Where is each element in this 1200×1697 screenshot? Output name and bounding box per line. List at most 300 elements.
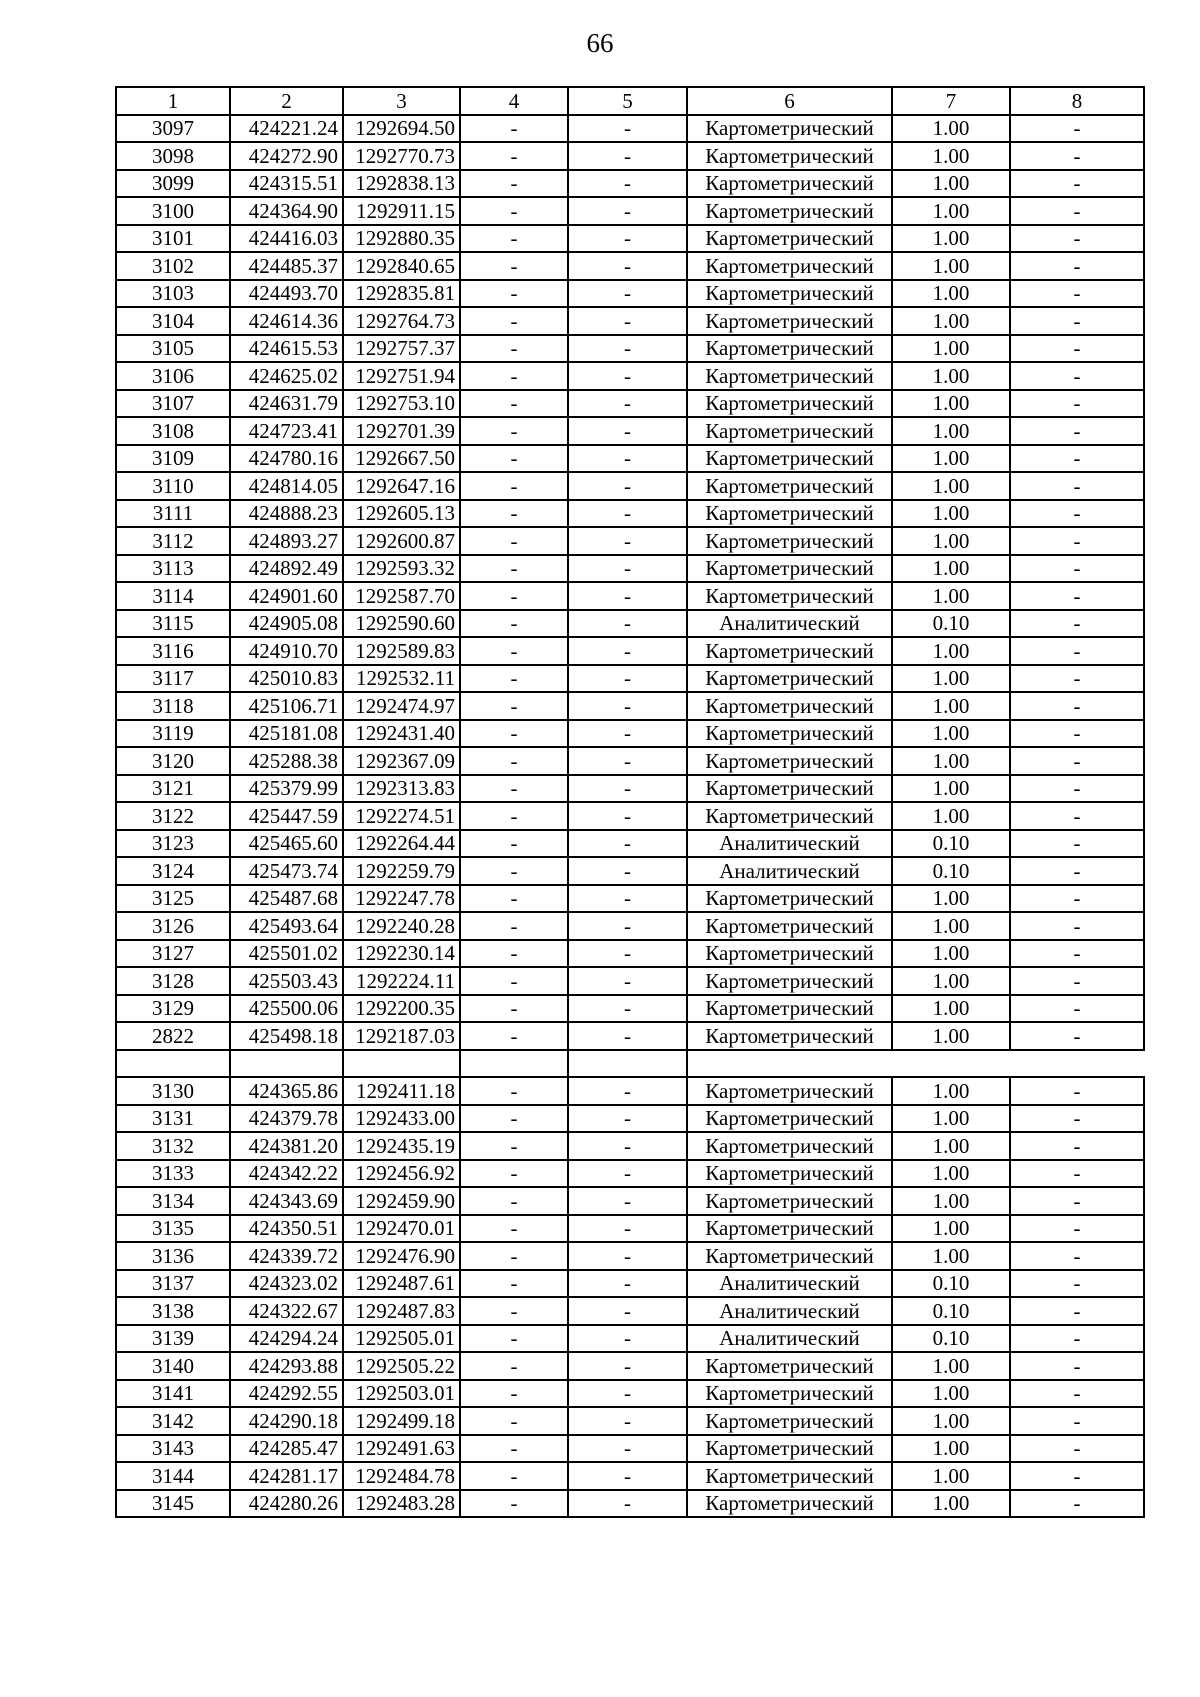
accuracy-cell: 1.00	[892, 692, 1010, 720]
x-coordinate-cell: 425465.60	[230, 830, 343, 858]
method-cell: Картометрический	[687, 912, 892, 940]
x-coordinate-cell: 424910.70	[230, 637, 343, 665]
col5-cell: -	[568, 417, 687, 445]
method-cell: Картометрический	[687, 885, 892, 913]
accuracy-cell: 1.00	[892, 1160, 1010, 1188]
col8-cell: -	[1010, 1380, 1144, 1408]
point-number-cell: 3122	[116, 802, 230, 830]
table-row	[116, 362, 1144, 390]
table-row	[116, 500, 1144, 528]
x-coordinate-cell	[230, 1050, 343, 1078]
y-coordinate-cell: 1292187.03	[343, 1022, 460, 1050]
y-coordinate-cell: 1292838.13	[343, 170, 460, 198]
accuracy-cell: 1.00	[892, 1187, 1010, 1215]
x-coordinate-cell: 424901.60	[230, 582, 343, 610]
method-cell: Картометрический	[687, 1435, 892, 1463]
point-number-cell: 3120	[116, 747, 230, 775]
col8-cell: -	[1010, 170, 1144, 198]
x-coordinate-cell: 425493.64	[230, 912, 343, 940]
col8-cell: -	[1010, 390, 1144, 418]
col8-cell: -	[1010, 362, 1144, 390]
y-coordinate-cell: 1292503.01	[343, 1380, 460, 1408]
col5-cell: -	[568, 500, 687, 528]
col5-cell: -	[568, 637, 687, 665]
y-coordinate-cell: 1292247.78	[343, 885, 460, 913]
accuracy-cell: 1.00	[892, 1407, 1010, 1435]
col4-cell: -	[460, 692, 568, 720]
col5-cell: -	[568, 115, 687, 143]
col8-cell: -	[1010, 1105, 1144, 1133]
col8-cell: -	[1010, 225, 1144, 253]
header-cell: 5	[568, 87, 687, 115]
col8-cell: -	[1010, 115, 1144, 143]
point-number-cell: 3136	[116, 1242, 230, 1270]
y-coordinate-cell: 1292764.73	[343, 307, 460, 335]
col4-cell: -	[460, 582, 568, 610]
y-coordinate-cell: 1292483.28	[343, 1490, 460, 1518]
method-cell	[687, 1050, 892, 1078]
table-gap-row	[116, 1050, 1144, 1078]
col4-cell: -	[460, 1462, 568, 1490]
table-row	[116, 940, 1144, 968]
col8-cell: -	[1010, 280, 1144, 308]
accuracy-cell: 1.00	[892, 197, 1010, 225]
table-row	[116, 1160, 1144, 1188]
method-cell: Картометрический	[687, 417, 892, 445]
col5-cell: -	[568, 555, 687, 583]
point-number-cell: 3119	[116, 720, 230, 748]
col8-cell: -	[1010, 500, 1144, 528]
col4-cell: -	[460, 1270, 568, 1298]
col4-cell: -	[460, 637, 568, 665]
table-row	[116, 1325, 1144, 1353]
table-row	[116, 280, 1144, 308]
point-number-cell: 3109	[116, 445, 230, 473]
table-row	[116, 610, 1144, 638]
x-coordinate-cell: 424272.90	[230, 142, 343, 170]
method-cell: Картометрический	[687, 280, 892, 308]
accuracy-cell: 1.00	[892, 225, 1010, 253]
accuracy-cell: 1.00	[892, 912, 1010, 940]
x-coordinate-cell: 424292.55	[230, 1380, 343, 1408]
col5-cell: -	[568, 857, 687, 885]
table-row	[116, 1297, 1144, 1325]
y-coordinate-cell: 1292456.92	[343, 1160, 460, 1188]
col5-cell: -	[568, 197, 687, 225]
col4-cell: -	[460, 500, 568, 528]
method-cell: Картометрический	[687, 582, 892, 610]
col4-cell: -	[460, 830, 568, 858]
col5-cell: -	[568, 1435, 687, 1463]
table-row	[116, 857, 1144, 885]
method-cell: Аналитический	[687, 857, 892, 885]
col8-cell: -	[1010, 940, 1144, 968]
method-cell: Аналитический	[687, 1270, 892, 1298]
method-cell: Картометрический	[687, 252, 892, 280]
y-coordinate-cell: 1292240.28	[343, 912, 460, 940]
header-cell: 3	[343, 87, 460, 115]
col8-cell: -	[1010, 445, 1144, 473]
x-coordinate-cell: 424780.16	[230, 445, 343, 473]
col4-cell: -	[460, 1187, 568, 1215]
x-coordinate-cell: 424293.88	[230, 1352, 343, 1380]
table-row	[116, 1270, 1144, 1298]
table-row	[116, 472, 1144, 500]
x-coordinate-cell: 424315.51	[230, 170, 343, 198]
method-cell: Картометрический	[687, 142, 892, 170]
method-cell: Картометрический	[687, 720, 892, 748]
y-coordinate-cell: 1292694.50	[343, 115, 460, 143]
method-cell: Картометрический	[687, 390, 892, 418]
method-cell: Аналитический	[687, 1297, 892, 1325]
accuracy-cell: 1.00	[892, 115, 1010, 143]
method-cell: Аналитический	[687, 1325, 892, 1353]
col4-cell: -	[460, 940, 568, 968]
point-number-cell: 3141	[116, 1380, 230, 1408]
col8-cell: -	[1010, 1435, 1144, 1463]
header-cell: 6	[687, 87, 892, 115]
table-row	[116, 747, 1144, 775]
accuracy-cell: 0.10	[892, 610, 1010, 638]
col4-cell: -	[460, 197, 568, 225]
table-row	[116, 1462, 1144, 1490]
point-number-cell: 3103	[116, 280, 230, 308]
accuracy-cell: 1.00	[892, 307, 1010, 335]
x-coordinate-cell: 425010.83	[230, 665, 343, 693]
col4-cell: -	[460, 610, 568, 638]
table-row	[116, 802, 1144, 830]
col8-cell: -	[1010, 307, 1144, 335]
table-row	[116, 1380, 1144, 1408]
y-coordinate-cell: 1292587.70	[343, 582, 460, 610]
method-cell: Картометрический	[687, 1077, 892, 1105]
col8-cell: -	[1010, 417, 1144, 445]
x-coordinate-cell: 424322.67	[230, 1297, 343, 1325]
accuracy-cell: 1.00	[892, 472, 1010, 500]
point-number-cell: 3135	[116, 1215, 230, 1243]
point-number-cell: 3125	[116, 885, 230, 913]
x-coordinate-cell: 424615.53	[230, 335, 343, 363]
method-cell: Картометрический	[687, 775, 892, 803]
table-row	[116, 582, 1144, 610]
y-coordinate-cell: 1292911.15	[343, 197, 460, 225]
col4-cell: -	[460, 1077, 568, 1105]
point-number-cell: 3106	[116, 362, 230, 390]
table-row	[116, 637, 1144, 665]
col5-cell: -	[568, 1407, 687, 1435]
x-coordinate-cell: 424381.20	[230, 1132, 343, 1160]
col8-cell: -	[1010, 252, 1144, 280]
header-cell: 8	[1010, 87, 1144, 115]
col8-cell: -	[1010, 335, 1144, 363]
table-row	[116, 417, 1144, 445]
point-number-cell: 3121	[116, 775, 230, 803]
col5-cell: -	[568, 142, 687, 170]
point-number-cell: 3128	[116, 967, 230, 995]
x-coordinate-cell: 424485.37	[230, 252, 343, 280]
col8-cell: -	[1010, 1490, 1144, 1518]
y-coordinate-cell: 1292491.63	[343, 1435, 460, 1463]
method-cell: Картометрический	[687, 1352, 892, 1380]
col5-cell: -	[568, 1270, 687, 1298]
y-coordinate-cell: 1292753.10	[343, 390, 460, 418]
col8-cell: -	[1010, 775, 1144, 803]
point-number-cell: 3108	[116, 417, 230, 445]
col4-cell: -	[460, 912, 568, 940]
col8-cell: -	[1010, 1160, 1144, 1188]
col8-cell: -	[1010, 1462, 1144, 1490]
method-cell: Картометрический	[687, 472, 892, 500]
table-row	[116, 1490, 1144, 1518]
x-coordinate-cell: 425447.59	[230, 802, 343, 830]
col5-cell: -	[568, 940, 687, 968]
col5-cell: -	[568, 1242, 687, 1270]
col4-cell: -	[460, 1242, 568, 1270]
col8-cell: -	[1010, 995, 1144, 1023]
page-number: 66	[586, 28, 614, 58]
x-coordinate-cell: 424285.47	[230, 1435, 343, 1463]
col4-cell: -	[460, 225, 568, 253]
point-number-cell: 3097	[116, 115, 230, 143]
header-cell: 4	[460, 87, 568, 115]
point-number-cell: 3117	[116, 665, 230, 693]
table-row	[116, 142, 1144, 170]
y-coordinate-cell: 1292435.19	[343, 1132, 460, 1160]
col4-cell: -	[460, 1490, 568, 1518]
col4-cell: -	[460, 555, 568, 583]
table-row	[116, 527, 1144, 555]
col5-cell: -	[568, 747, 687, 775]
col4-cell: -	[460, 527, 568, 555]
table-row	[116, 1407, 1144, 1435]
y-coordinate-cell: 1292701.39	[343, 417, 460, 445]
method-cell: Картометрический	[687, 115, 892, 143]
x-coordinate-cell: 424280.26	[230, 1490, 343, 1518]
col4-cell	[460, 1050, 568, 1078]
accuracy-cell: 1.00	[892, 1352, 1010, 1380]
col8-cell: -	[1010, 1407, 1144, 1435]
x-coordinate-cell: 425487.68	[230, 885, 343, 913]
coordinates-table	[115, 86, 1145, 1518]
table-row	[116, 995, 1144, 1023]
y-coordinate-cell: 1292230.14	[343, 940, 460, 968]
method-cell: Картометрический	[687, 940, 892, 968]
col5-cell: -	[568, 280, 687, 308]
col5-cell: -	[568, 1187, 687, 1215]
y-coordinate-cell	[343, 1050, 460, 1078]
col4-cell: -	[460, 142, 568, 170]
accuracy-cell: 1.00	[892, 445, 1010, 473]
table-header-row	[116, 87, 1144, 115]
method-cell: Картометрический	[687, 362, 892, 390]
col4-cell: -	[460, 280, 568, 308]
col8-cell: -	[1010, 1077, 1144, 1105]
y-coordinate-cell: 1292532.11	[343, 665, 460, 693]
col8-cell: -	[1010, 472, 1144, 500]
point-number-cell: 3133	[116, 1160, 230, 1188]
y-coordinate-cell: 1292667.50	[343, 445, 460, 473]
col5-cell: -	[568, 362, 687, 390]
col5-cell: -	[568, 1132, 687, 1160]
table-row	[116, 445, 1144, 473]
y-coordinate-cell: 1292499.18	[343, 1407, 460, 1435]
accuracy-cell	[892, 1050, 1010, 1078]
col4-cell: -	[460, 335, 568, 363]
x-coordinate-cell: 424625.02	[230, 362, 343, 390]
accuracy-cell: 1.00	[892, 1132, 1010, 1160]
table-row	[116, 170, 1144, 198]
method-cell: Картометрический	[687, 307, 892, 335]
method-cell: Картометрический	[687, 1462, 892, 1490]
y-coordinate-cell: 1292313.83	[343, 775, 460, 803]
y-coordinate-cell: 1292880.35	[343, 225, 460, 253]
col4-cell: -	[460, 1352, 568, 1380]
y-coordinate-cell: 1292505.22	[343, 1352, 460, 1380]
method-cell: Аналитический	[687, 830, 892, 858]
x-coordinate-cell: 424905.08	[230, 610, 343, 638]
col5-cell: -	[568, 582, 687, 610]
x-coordinate-cell: 424723.41	[230, 417, 343, 445]
accuracy-cell: 1.00	[892, 142, 1010, 170]
col8-cell: -	[1010, 885, 1144, 913]
y-coordinate-cell: 1292593.32	[343, 555, 460, 583]
col4-cell: -	[460, 775, 568, 803]
method-cell: Картометрический	[687, 1160, 892, 1188]
col4-cell: -	[460, 857, 568, 885]
point-number-cell: 3130	[116, 1077, 230, 1105]
y-coordinate-cell: 1292474.97	[343, 692, 460, 720]
col4-cell: -	[460, 252, 568, 280]
x-coordinate-cell: 424631.79	[230, 390, 343, 418]
method-cell: Картометрический	[687, 445, 892, 473]
col5-cell: -	[568, 1325, 687, 1353]
point-number-cell: 3124	[116, 857, 230, 885]
x-coordinate-cell: 424364.90	[230, 197, 343, 225]
x-coordinate-cell: 424379.78	[230, 1105, 343, 1133]
x-coordinate-cell: 424893.27	[230, 527, 343, 555]
col5-cell	[568, 1050, 687, 1078]
table-row	[116, 1215, 1144, 1243]
x-coordinate-cell: 425503.43	[230, 967, 343, 995]
col8-cell: -	[1010, 1187, 1144, 1215]
col5-cell: -	[568, 967, 687, 995]
col4-cell: -	[460, 1435, 568, 1463]
table-row	[116, 665, 1144, 693]
method-cell: Картометрический	[687, 995, 892, 1023]
x-coordinate-cell: 425181.08	[230, 720, 343, 748]
table-row	[116, 225, 1144, 253]
col5-cell: -	[568, 472, 687, 500]
col5-cell: -	[568, 170, 687, 198]
col4-cell: -	[460, 1215, 568, 1243]
col8-cell: -	[1010, 912, 1144, 940]
table-row	[116, 555, 1144, 583]
point-number-cell: 3138	[116, 1297, 230, 1325]
point-number-cell: 3126	[116, 912, 230, 940]
x-coordinate-cell: 424350.51	[230, 1215, 343, 1243]
method-cell: Картометрический	[687, 225, 892, 253]
method-cell: Картометрический	[687, 1242, 892, 1270]
accuracy-cell: 1.00	[892, 1022, 1010, 1050]
method-cell: Картометрический	[687, 747, 892, 775]
col5-cell: -	[568, 885, 687, 913]
y-coordinate-cell: 1292264.44	[343, 830, 460, 858]
table-body	[116, 87, 1144, 1517]
x-coordinate-cell: 424339.72	[230, 1242, 343, 1270]
y-coordinate-cell: 1292505.01	[343, 1325, 460, 1353]
method-cell: Картометрический	[687, 1380, 892, 1408]
method-cell: Картометрический	[687, 1187, 892, 1215]
table-row	[116, 390, 1144, 418]
method-cell: Картометрический	[687, 197, 892, 225]
col5-cell: -	[568, 830, 687, 858]
accuracy-cell: 1.00	[892, 170, 1010, 198]
point-number-cell: 3116	[116, 637, 230, 665]
point-number-cell: 3107	[116, 390, 230, 418]
accuracy-cell: 1.00	[892, 527, 1010, 555]
col8-cell: -	[1010, 1215, 1144, 1243]
point-number-cell: 3143	[116, 1435, 230, 1463]
col8-cell: -	[1010, 197, 1144, 225]
col8-cell: -	[1010, 692, 1144, 720]
table-row	[116, 967, 1144, 995]
x-coordinate-cell: 424290.18	[230, 1407, 343, 1435]
col5-cell: -	[568, 225, 687, 253]
method-cell: Картометрический	[687, 692, 892, 720]
accuracy-cell: 0.10	[892, 1270, 1010, 1298]
point-number-cell: 3144	[116, 1462, 230, 1490]
col5-cell: -	[568, 1352, 687, 1380]
point-number-cell: 3127	[116, 940, 230, 968]
point-number-cell	[116, 1050, 230, 1078]
col5-cell: -	[568, 527, 687, 555]
table-row	[116, 830, 1144, 858]
y-coordinate-cell: 1292259.79	[343, 857, 460, 885]
y-coordinate-cell: 1292647.16	[343, 472, 460, 500]
point-number-cell: 3099	[116, 170, 230, 198]
col8-cell: -	[1010, 1352, 1144, 1380]
accuracy-cell: 1.00	[892, 1215, 1010, 1243]
accuracy-cell: 1.00	[892, 1077, 1010, 1105]
point-number-cell: 3129	[116, 995, 230, 1023]
col4-cell: -	[460, 1105, 568, 1133]
col5-cell: -	[568, 1022, 687, 1050]
method-cell: Картометрический	[687, 1132, 892, 1160]
point-number-cell: 3114	[116, 582, 230, 610]
col8-cell: -	[1010, 637, 1144, 665]
table-row	[116, 1242, 1144, 1270]
table-row	[116, 115, 1144, 143]
col8-cell: -	[1010, 1242, 1144, 1270]
col5-cell: -	[568, 445, 687, 473]
x-coordinate-cell: 425501.02	[230, 940, 343, 968]
accuracy-cell: 1.00	[892, 802, 1010, 830]
col4-cell: -	[460, 665, 568, 693]
y-coordinate-cell: 1292487.61	[343, 1270, 460, 1298]
col5-cell: -	[568, 665, 687, 693]
accuracy-cell: 1.00	[892, 1435, 1010, 1463]
method-cell: Картометрический	[687, 170, 892, 198]
col5-cell: -	[568, 1215, 687, 1243]
col4-cell: -	[460, 1380, 568, 1408]
col4-cell: -	[460, 1160, 568, 1188]
col8-cell: -	[1010, 142, 1144, 170]
method-cell: Картометрический	[687, 1022, 892, 1050]
col5-cell: -	[568, 1462, 687, 1490]
y-coordinate-cell: 1292589.83	[343, 637, 460, 665]
accuracy-cell: 1.00	[892, 500, 1010, 528]
accuracy-cell: 0.10	[892, 1325, 1010, 1353]
